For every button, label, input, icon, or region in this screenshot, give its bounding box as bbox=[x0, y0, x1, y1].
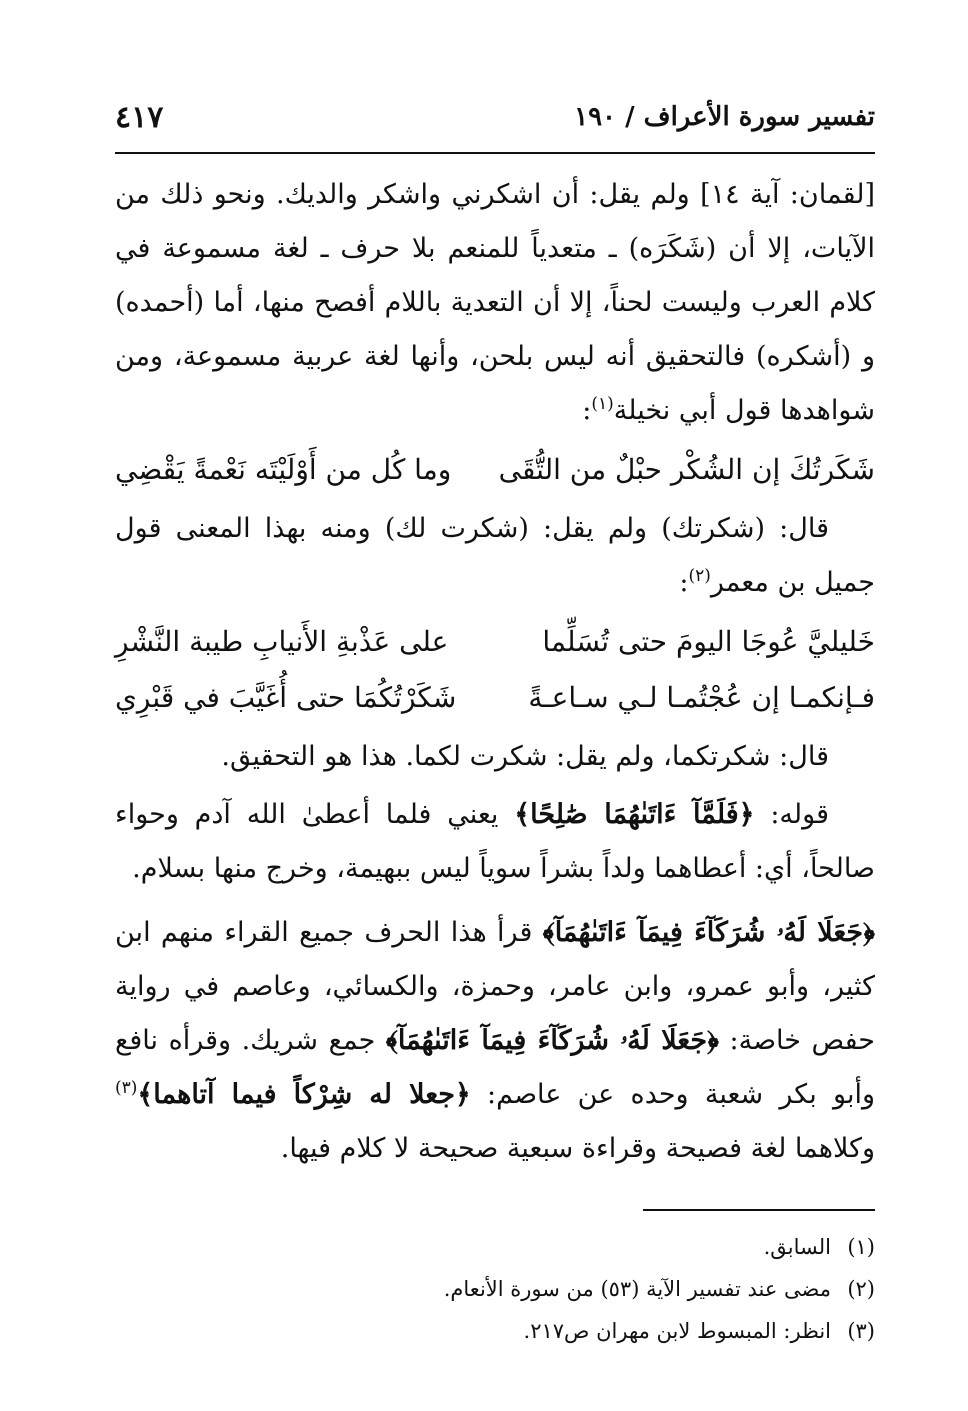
footnote-2-number: (٢) bbox=[847, 1277, 875, 1301]
paragraph-4-lead: قوله: bbox=[754, 799, 829, 830]
page-header bbox=[115, 96, 875, 154]
footnote-ref-1[interactable]: (١) bbox=[591, 394, 614, 414]
main-text bbox=[115, 168, 875, 1176]
footnote-3 bbox=[115, 1310, 875, 1352]
page-number: ٤١٧ bbox=[115, 100, 164, 135]
paragraph-1-end: : bbox=[582, 395, 592, 426]
footnote-2 bbox=[115, 1268, 875, 1310]
quran-quote-3: ﴿جَعَلَا لَهُۥ شُرَكَآءَ فِيمَآ ءَاتَىٰهُمَآ﴾ bbox=[385, 1025, 719, 1056]
footnote-1-number: (١) bbox=[847, 1235, 875, 1259]
paragraph-5 bbox=[115, 906, 875, 1176]
footnote-3-text: انظر: المبسوط لابن مهران ص٢١٧. bbox=[523, 1319, 831, 1343]
paragraph-2 bbox=[115, 502, 875, 610]
verse-line-3 bbox=[115, 670, 875, 726]
footnote-3-number: (٣) bbox=[847, 1319, 875, 1343]
running-title: تفسير سورة الأعراف / ١٩٠ bbox=[574, 102, 875, 132]
footnote-ref-3[interactable]: (٣) bbox=[115, 1078, 138, 1098]
verse-line-1 bbox=[115, 442, 875, 498]
footnote-1 bbox=[115, 1226, 875, 1268]
verse-line-2 bbox=[115, 614, 875, 670]
verse-3-first-hemistich: فـإنكمـا إن عُجْتُمـا لـي سـاعـةً bbox=[528, 681, 875, 714]
verse-2-second-hemistich: على عَذْبةِ الأَنيابِ طيبة النَّشْرِ bbox=[115, 625, 449, 658]
footnotes bbox=[115, 1226, 875, 1352]
verse-1-second-hemistich: وما كُل من أَوْلَيْتَه نَعْمةً يَقْضِي bbox=[115, 453, 452, 486]
paragraph-5-text-b: جمع شريك. وقرأه نافع وأبو بكر شعبة وحده عن عاصم: bbox=[115, 1025, 875, 1110]
paragraph-3: قال: شكرتكما، ولم يقل: شكرت لكما. هذا هو التحقيق. bbox=[221, 741, 829, 772]
quran-quote-2: ﴿جَعَلَا لَهُۥ شُرَكَآءَ فِيمَآ ءَاتَىٰهُمَآ﴾ bbox=[542, 917, 875, 948]
paragraph-5-text-a: قرأ هذا الحرف جميع القراء منهم ابن كثير، وأبو عمرو، وابن عامر، وحمزة، والكسائي، وعاصم في رواية حفص خاصة: bbox=[115, 917, 875, 1056]
footnote-2-text: مضى عند تفسير الآية (٥٣) من سورة الأنعام. bbox=[443, 1277, 831, 1301]
paragraph-1-text: [لقمان: آية ١٤] ولم يقل: أن اشكرني واشكر والديك. ونحو ذلك من الآيات، إلا أن (شَكَرَه) ـ متعدياً للمنعم بلا حرف ـ لغة مسموعة في كلام العرب وليست لحناً، إلا أن التعدية باللام أفصح منها، أما (أحمده) و (أشكره) فالتحقيق أنه ليس بلحن، وأنها لغة عربية مسموعة، ومن شواهدها قول أبي نخيلة bbox=[115, 179, 875, 426]
paragraph-1 bbox=[115, 168, 875, 438]
verse-3-second-hemistich: شَكَرْتُكُمَا حتى أُغَيَّبَ في قَبْرِي bbox=[115, 681, 457, 714]
paragraph-5-text-c: وكلاهما لغة فصيحة وقراءة سبعية صحيحة لا كلام فيها. bbox=[280, 1133, 875, 1164]
paragraph-4-text: يعني فلما أعطىٰ الله آدم وحواء صالحاً، أي: أعطاهما ولداً بشراً سوياً ليس ببهيمة، وخرج منها بسلام. bbox=[115, 799, 875, 884]
footnote-ref-2[interactable]: (٢) bbox=[688, 566, 711, 586]
paragraph-2-text: قال: (شكرتك) ولم يقل: (شكرت لك) ومنه بهذا المعنى قول جميل بن معمر bbox=[115, 513, 875, 598]
paragraph-4 bbox=[115, 788, 875, 896]
paragraph-2-end: : bbox=[679, 567, 689, 598]
footnote-1-text: السابق. bbox=[763, 1235, 831, 1259]
spacer bbox=[115, 896, 875, 906]
quran-quote-4: ﴿جعلا له شِرْكاً فيما آتاهما﴾ bbox=[137, 1079, 471, 1110]
verse-1-first-hemistich: شَكَرتُكَ إن الشُكْر حبْلٌ من التُّقَى bbox=[498, 453, 875, 486]
footnote-separator bbox=[643, 1209, 875, 1211]
quran-quote-1: ﴿فَلَمَّآ ءَاتَىٰهُمَا صَٰلِحًا﴾ bbox=[514, 799, 755, 830]
verse-2-first-hemistich: خَليليَّ عُوجَا اليومَ حتى تُسَلِّما bbox=[542, 625, 875, 658]
